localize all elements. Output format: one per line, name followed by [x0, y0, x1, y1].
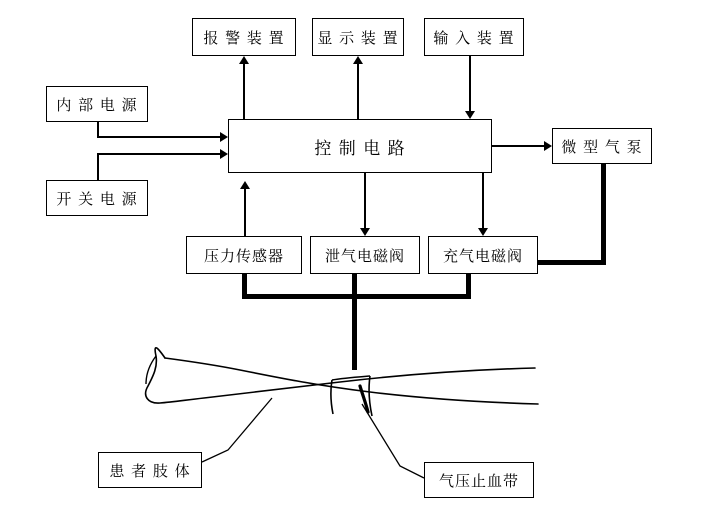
- connector-control-to-deflate: [364, 173, 366, 228]
- node-patient-limb[interactable]: [98, 452, 202, 488]
- connector-internal-power-run: [97, 136, 220, 138]
- node-internal-power-label: 内 部 电 源: [56, 95, 138, 114]
- connector-control-to-pump: [492, 145, 544, 147]
- connector-control-to-inflate: [482, 173, 484, 228]
- node-pneumatic-tourniquet[interactable]: [424, 462, 534, 498]
- arrow-control-to-display: [353, 56, 363, 64]
- connector-switching-power-run: [97, 153, 220, 155]
- node-inflate-valve[interactable]: [428, 236, 538, 274]
- node-inflate-valve-label: 充气电磁阀: [442, 246, 523, 265]
- node-alarm-device[interactable]: [192, 18, 296, 56]
- arrow-internal-power-to-control: [220, 132, 228, 142]
- arrow-switching-power-to-control: [220, 149, 228, 159]
- connector-sensor-to-control: [244, 189, 246, 236]
- arrow-control-to-pump: [544, 141, 552, 151]
- node-control-circuit-label: 控 制 电 路: [314, 138, 406, 159]
- node-control-circuit[interactable]: [228, 119, 492, 173]
- node-input-device[interactable]: [424, 18, 524, 56]
- arrow-control-to-deflate: [360, 228, 370, 236]
- node-pneumatic-tourniquet-label: 气压止血带: [438, 471, 519, 490]
- node-deflate-valve-label: 泄气电磁阀: [324, 246, 405, 265]
- node-micro-pump[interactable]: [552, 128, 652, 164]
- node-internal-power[interactable]: [46, 86, 148, 122]
- node-alarm-device-label: 报 警 装 置: [203, 28, 285, 47]
- node-micro-pump-label: 微 型 气 泵: [561, 137, 643, 156]
- pipe-pump-to-inflate: [601, 164, 606, 265]
- connector-control-to-alarm: [243, 64, 245, 119]
- node-display-device[interactable]: [312, 18, 404, 56]
- connector-input-to-control: [469, 56, 471, 111]
- arrow-input-to-control: [465, 111, 475, 119]
- pipe-pump-to-inflate-h: [536, 260, 606, 265]
- node-pressure-sensor[interactable]: [186, 236, 302, 274]
- node-input-device-label: 输 入 装 置: [433, 28, 515, 47]
- arrow-control-to-alarm: [239, 56, 249, 64]
- node-switching-power-label: 开 关 电 源: [56, 189, 138, 208]
- patient-limb-illustration: [120, 330, 540, 440]
- connector-control-to-display: [357, 64, 359, 119]
- node-deflate-valve[interactable]: [310, 236, 420, 274]
- connector-switching-power-v: [97, 154, 99, 180]
- node-switching-power[interactable]: [46, 180, 148, 216]
- arrow-sensor-to-control: [240, 181, 250, 189]
- connector-internal-power-h: [97, 122, 99, 137]
- node-patient-limb-label: 患 者 肢 体: [109, 461, 191, 480]
- node-pressure-sensor-label: 压力传感器: [203, 246, 284, 265]
- node-display-device-label: 显 示 装 置: [317, 28, 399, 47]
- arrow-control-to-inflate: [478, 228, 488, 236]
